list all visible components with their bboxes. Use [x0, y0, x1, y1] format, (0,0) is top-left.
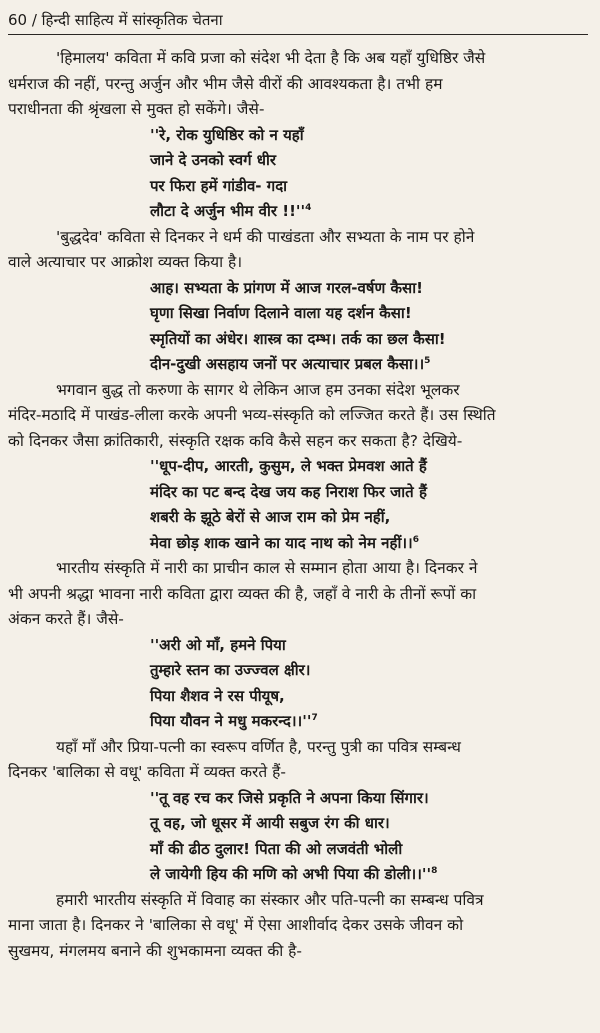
paragraph-line: को दिनकर जैसा क्रांतिकारी, संस्कृति रक्षक कवि कैसे सहन कर सकता है? देखिये-: [8, 431, 463, 450]
paragraph: [8, 378, 592, 455]
footnote-marker: 6: [412, 534, 419, 545]
paragraph-line: भगवान बुद्ध तो करुणा के सागर थे लेकिन आज हम उनका संदेश भूलकर: [56, 380, 460, 399]
footnote-marker: 8: [431, 866, 438, 876]
paragraph-line: वाले अत्याचार पर आक्रोश व्यक्त किया है।: [8, 253, 243, 271]
verse-line: तू वह, जो धूसर में आयी सबुज रंग की धार।: [150, 814, 390, 832]
verse-line: तुम्हारे स्तन का उज्ज्वल क्षीर।: [150, 661, 311, 679]
verse-line: दीन-दुखी असहाय जनों पर अत्याचार प्रबल कैसा।।$^5$: [150, 355, 431, 373]
verse-line: स्मृतियों का अंधेर। शास्त्र का दम्भ। तर्क का छल कैसा!: [150, 329, 446, 348]
verse-line: पिया शैशव ने रस पीयूष,: [150, 686, 285, 705]
verse-line: ''रे, रोक युधिष्ठिर को न यहाँ: [150, 125, 304, 144]
paragraph: [8, 735, 592, 786]
verse-line: पिया यौवन ने मधु $मकरन्द।।''^7$: [150, 712, 318, 730]
verse-line: माँ की ढीठ दुलार! पिता की ओ लजवंती भोली: [150, 839, 403, 858]
paragraph-line: सुखमय, मंगलमय बनाने की शुभकामना व्यक्त की है-: [8, 941, 303, 960]
footnote-marker: 4: [305, 203, 312, 213]
verse-line: आह। सभ्यता के प्रांगण में आज गरल-वर्षण कैसा!: [150, 278, 423, 297]
running-header: 60 / हिन्दी साहित्य में सांस्कृतिक चेतना: [8, 10, 588, 35]
verse-line: लौटा दे अर्जुन भीम वीर $!!''^4$: [150, 202, 312, 220]
verse-quote: [8, 276, 592, 378]
verse-line: घृणा सिखा निर्वाण दिलाने वाला यह दर्शन कैसा!: [150, 304, 412, 322]
verse-line: ''अरी ओ माँ, हमने पिया: [150, 635, 286, 654]
verse-line: ''धूप-दीप, आरती, कुसुम, ले भक्त प्रेमवश आते हैं: [150, 457, 427, 475]
paragraph-line: मंदिर-मठादि में पाखंड-लीला करके अपनी भव्य-संस्कृति को लज्जित करते हैं। उस स्थिति: [8, 406, 496, 424]
verse-quote: [8, 633, 592, 735]
verse-line: शबरी के झूठे बेरों से आज राम को प्रेम नहीं,: [150, 508, 391, 526]
verse-line: ''तू वह रच कर जिसे प्रकृति ने अपना किया सिंगार।: [150, 788, 429, 807]
verse-quote: [8, 786, 592, 888]
paragraph-line: भारतीय संस्कृति में नारी का प्राचीन काल से सम्मान होता आया है। दिनकर ने: [56, 559, 478, 577]
verse-line: मेवा छोड़ शाक खाने का याद नाथ को नेम नहीं।।$^6$: [150, 533, 419, 552]
paragraph: [8, 225, 592, 276]
footnote-marker: 5: [424, 356, 431, 366]
paragraph-line: भी अपनी श्रद्धा भावना नारी कविता द्वारा व्यक्त की है, जहाँ वे नारी के तीनों रूपों का: [8, 584, 477, 603]
verse-line: मंदिर का पट बन्द देख जय कह निराश फिर जाते हैं: [150, 482, 427, 501]
footnote-marker: 7: [311, 713, 318, 723]
verse-line: ले जायेगी हिय की मणि को अभी पिया की $डोली।।''^8$: [150, 865, 438, 883]
paragraph-line: दिनकर 'बालिका से वधू' कविता में व्यक्त करते हैं-: [8, 763, 286, 781]
paragraph: [8, 46, 592, 123]
paragraph-line: पराधीनता की श्रृंखला से मुक्त हो सकेंगे। जैसे-: [8, 100, 265, 118]
paragraph-line: हमारी भारतीय संस्कृति में विवाह का संस्कार और पति-पत्नी का सम्बन्ध पवित्र: [56, 890, 484, 909]
page-body: [8, 46, 592, 964]
paragraph-line: 'हिमालय' कविता में कवि प्रजा को संदेश भी देता है कि अब यहाँ युधिष्ठिर जैसे: [56, 49, 486, 67]
paragraph-line: अंकन करते हैं। जैसे-: [8, 610, 124, 628]
verse-line: पर फिरा हमें गांडीव- गदा: [150, 176, 288, 195]
verse-quote: [8, 454, 592, 556]
paragraph-line: 'बुद्धदेव' कविता से दिनकर ने धर्म की पाखंडता और सभ्यता के नाम पर होने: [56, 227, 475, 246]
paragraph: [8, 556, 592, 633]
paragraph: [8, 888, 592, 965]
verse-line: जाने दे उनको स्वर्ग धीर: [150, 151, 277, 169]
paragraph-line: माना जाता है। दिनकर ने 'बालिका से वधू' में ऐसा आशीर्वाद देकर उसके जीवन को: [8, 916, 464, 934]
verse-quote: [8, 123, 592, 225]
paragraph-line: धर्मराज की नहीं, परन्तु अर्जुन और भीम जैसे वीरों की आवश्यकता है। तभी हम: [8, 74, 443, 93]
paragraph-line: यहाँ माँ और प्रिया-पत्नी का स्वरूप वर्णित है, परन्तु पुत्री का पवित्र सम्बन्ध: [56, 737, 461, 756]
